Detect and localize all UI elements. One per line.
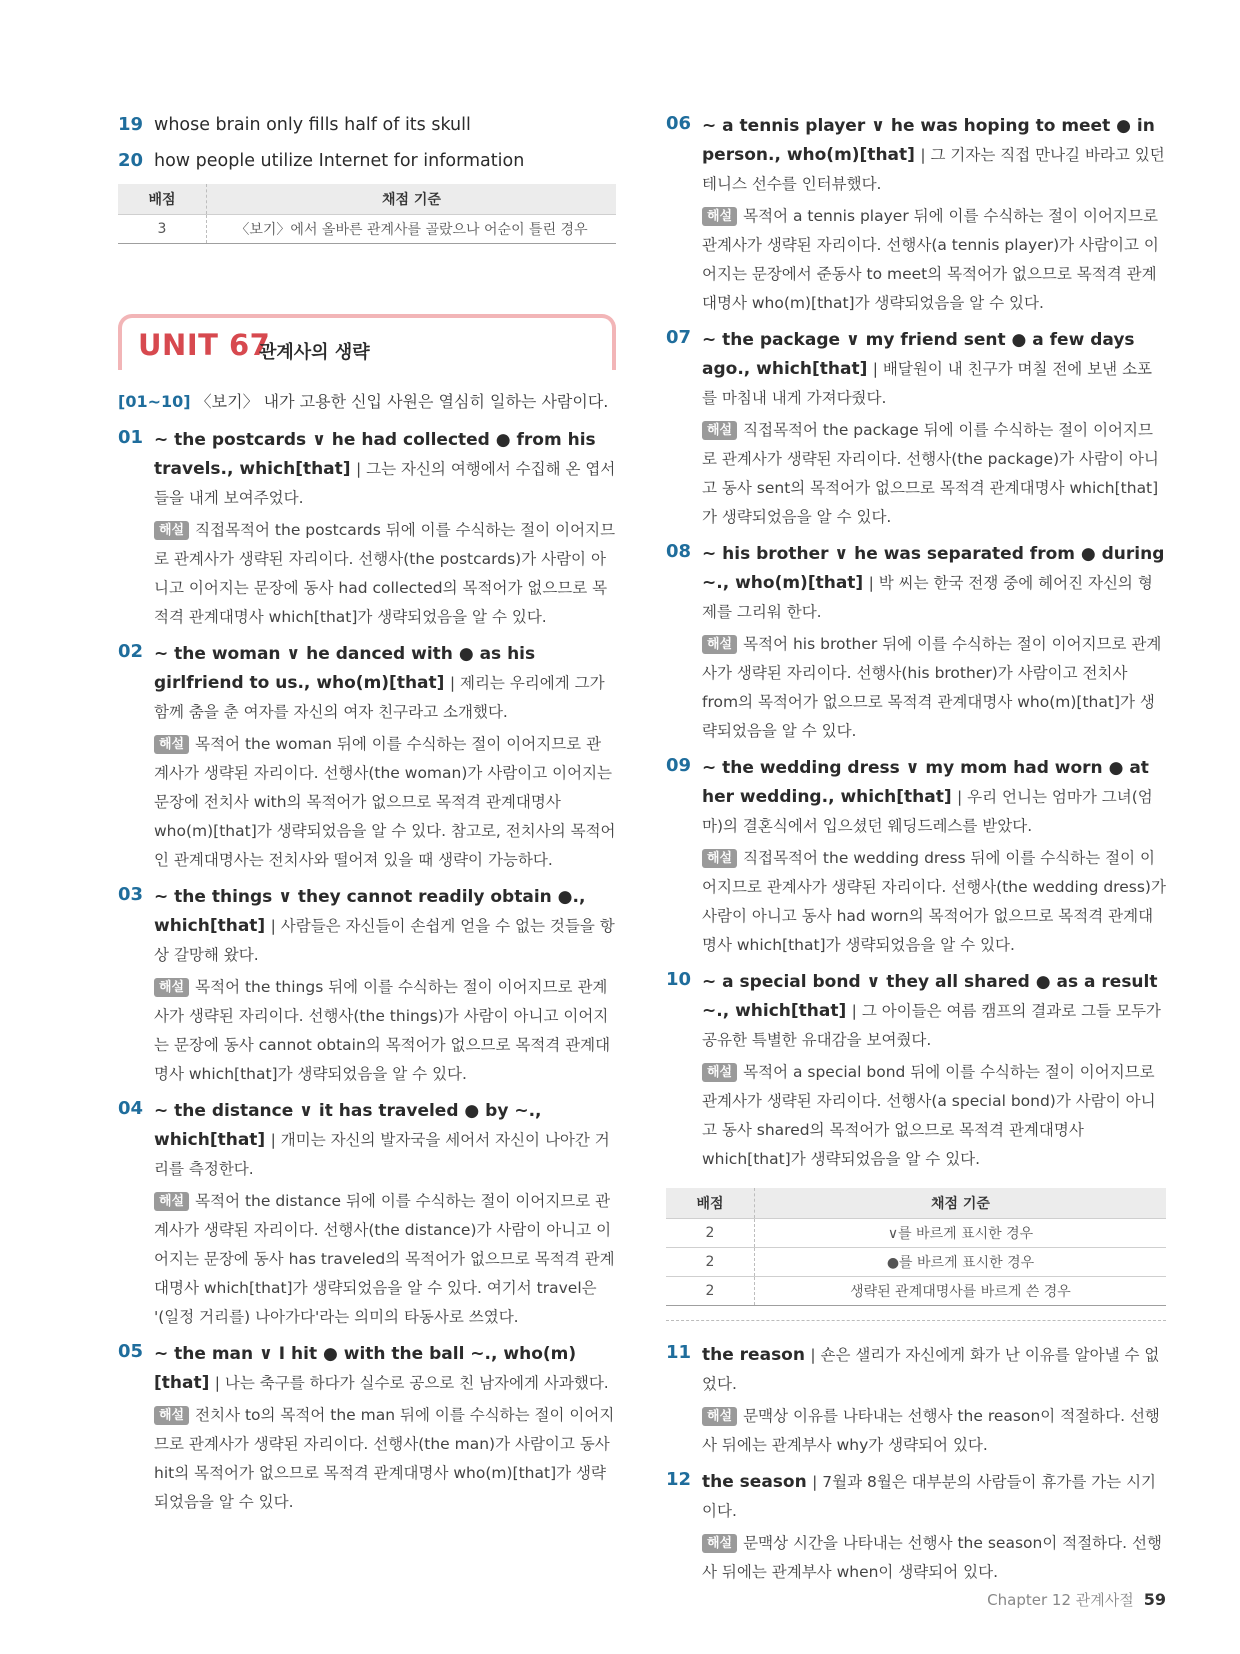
unit-header bbox=[118, 314, 616, 370]
explanation-tag: 해설 bbox=[154, 1192, 189, 1211]
explanation-tag: 해설 bbox=[702, 207, 737, 226]
answer-item: 19 whose brain only fills half of its skull bbox=[118, 114, 471, 135]
unit-subtitle: 관계사의 생략 bbox=[259, 342, 370, 363]
answer-item: 08 ~ his brother ∨ he was separated from ● during ~., who(m)[that] | 박 씨는 한국 전쟁 중에 헤어진 자신의 형제를 그리워 한다. 해설 목적어 his brother 뒤에 이를 수식하는 절이 이어지므로 관계사가 생략된 자리이다. 선행사(his brother)가 사람이고 전치사 from의 목적어가 없으므로 목적격 관계대명사 who(m)[that]가 생략되었음을 알 수 있다. bbox=[666, 541, 1165, 740]
table-row: 2 ●를 바르게 표시한 경우 bbox=[666, 1248, 1166, 1277]
section-intro: [01~10] 〈보기〉 내가 고용한 신입 사원은 열심히 일하는 사람이다. bbox=[118, 392, 609, 411]
scoring-table bbox=[118, 184, 616, 244]
explanation-tag: 해설 bbox=[702, 1407, 737, 1426]
table-header: 채점 기준 bbox=[207, 184, 617, 215]
table-header: 채점 기준 bbox=[755, 1188, 1167, 1219]
right-column bbox=[666, 112, 1166, 1595]
explanation-tag: 해설 bbox=[702, 1534, 737, 1553]
explanation-tag: 해설 bbox=[154, 735, 189, 754]
answer-item: 01 ~ the postcards ∨ he had collected ● from his travels., which[that] | 그는 자신의 여행에서 수집해 온 엽서들을 내게 보여주었다. 해설 직접목적어 the postcards 뒤에 이를 수식하는 절이 이어지므로 관계사가 생략된 자리이다. 선행사(the postcards)가 사람이 아니고 이어지는 문장에 동사 had collected의 목적어가 없으므로 목적격 관계대명사 which[that]가 생략되었음을 알 수 있다. bbox=[118, 427, 616, 626]
answer-item: 05 ~ the man ∨ I hit ● with the ball ~., who(m)[that] | 나는 축구를 하다가 실수로 공으로 친 남자에게 사과했다. 해설 전치사 to의 목적어 the man 뒤에 이를 수식하는 절이 이어지므로 관계사가 생략된 자리이다. 선행사(the man)가 사람이고 동사 hit의 목적어가 없으므로 목적격 관계대명사 who(m)[that]가 생략되었음을 알 수 있다. bbox=[118, 1341, 615, 1511]
explanation-tag: 해설 bbox=[154, 1406, 189, 1425]
table-row: 2 생략된 관계대명사를 바르게 쓴 경우 bbox=[666, 1277, 1166, 1306]
explanation-tag: 해설 bbox=[702, 421, 737, 440]
table-row: 2 ∨를 바르게 표시한 경우 bbox=[666, 1219, 1166, 1248]
answer-item: 09 ~ the wedding dress ∨ my mom had worn ● at her wedding., which[that] | 우리 언니는 엄마가 그녀(엄마)의 결혼식에서 입으셨던 웨딩드레스를 받았다. 해설 직접목적어 the wedding dress 뒤에 이를 수식하는 절이 이어지므로 관계사가 생략된 자리이다. 선행사(the wedding dress)가 사람이 아니고 동사 had worn의 목적어가 없으므로 목적격 관계대명사 which[that]가 생략되었음을 알 수 있다. bbox=[666, 755, 1166, 954]
answer-item: 04 ~ the distance ∨ it has traveled ● by ~., which[that] | 개미는 자신의 발자국을 세어서 자신이 나아간 거리를 측정한다. 해설 목적어 the distance 뒤에 이를 수식하는 절이 이어지므로 관계사가 생략된 자리이다. 선행사(the distance)가 사람이 아니고 이어지는 문장에 동사 has traveled의 목적어가 없으므로 목적격 관계대명사 which[that]가 생략되었음을 알 수 있다. 여기서 travel은 '(일정 거리를) 나아가다'라는 의미의 타동사로 쓰였다. bbox=[118, 1098, 615, 1326]
chapter-label: Chapter 12 관계사절 bbox=[987, 1591, 1134, 1609]
page-number: 59 bbox=[1143, 1590, 1166, 1609]
table-header: 배점 bbox=[118, 184, 207, 215]
scoring-table bbox=[666, 1188, 1166, 1306]
table-row: 3 〈보기〉에서 올바른 관계사를 골랐으나 어순이 틀린 경우 bbox=[118, 215, 616, 244]
page-footer bbox=[987, 1589, 1166, 1610]
explanation-tag: 해설 bbox=[702, 849, 737, 868]
table-header: 배점 bbox=[666, 1188, 755, 1219]
answer-item: 03 ~ the things ∨ they cannot readily obtain ●., which[that] | 사람들은 자신들이 손쉽게 얻을 수 없는 것들을 항상 갈망해 왔다. 해설 목적어 the things 뒤에 이를 수식하는 절이 이어지므로 관계사가 생략된 자리이다. 선행사(the things)가 사람이 아니고 이어지는 문장에 동사 cannot obtain의 목적어가 없으므로 목적격 관계대명사 which[that]가 생략되었음을 알 수 있다. bbox=[118, 884, 615, 1083]
answer-item: 20 how people utilize Internet for information bbox=[118, 150, 525, 171]
divider bbox=[666, 1320, 1166, 1321]
answer-item: 02 ~ the woman ∨ he danced with ● as his girlfriend to us., who(m)[that] | 제리는 우리에게 그가 함께 춤을 춘 여자를 자신의 여자 친구라고 소개했다. 해설 목적어 the woman 뒤에 이를 수식하는 절이 이어지므로 관계사가 생략된 자리이다. 선행사(the woman)가 사람이고 이어지는 문장에 전치사 with의 목적어가 없으므로 목적격 관계대명사 who(m)[that]가 생략되었음을 알 수 있다. 참고로, 전치사의 목적어인 관계대명사는 전치사와 떨어져 있을 때 생략이 가능하다. bbox=[118, 641, 616, 869]
answer-item: 07 ~ the package ∨ my friend sent ● a few days ago., which[that] | 배달원이 내 친구가 며칠 전에 보낸 소포를 마침내 내게 가져다줬다. 해설 직접목적어 the package 뒤에 이를 수식하는 절이 이어지므로 관계사가 생략된 자리이다. 선행사(the package)가 사람이 아니고 동사 sent의 목적어가 없으므로 목적격 관계대명사 which[that]가 생략되었음을 알 수 있다. bbox=[666, 327, 1159, 526]
answer-item: 10 ~ a special bond ∨ they all shared ● as a result ~., which[that] | 그 아이들은 여름 캠프의 결과로 그들 모두가 공유한 특별한 유대감을 보여줬다. 해설 목적어 a special bond 뒤에 이를 수식하는 절이 이어지므로 관계사가 생략된 자리이다. 선행사(a special bond)가 사람이 아니고 동사 shared의 목적어가 없으므로 목적격 관계대명사 which[that]가 생략되었음을 알 수 있다. bbox=[666, 969, 1161, 1168]
explanation-tag: 해설 bbox=[154, 521, 189, 540]
answer-item: 06 ~ a tennis player ∨ he was hoping to meet ● in person., who(m)[that] | 그 기자는 직접 만나길 바라고 있던 테니스 선수를 인터뷰했다. 해설 목적어 a tennis player 뒤에 이를 수식하는 절이 이어지므로 관계사가 생략된 자리이다. 선행사(a tennis player)가 사람이고 이어지는 문장에서 준동사 to meet의 목적어가 없으므로 목적격 관계대명사 who(m)[that]가 생략되었음을 알 수 있다. bbox=[666, 113, 1165, 312]
explanation-tag: 해설 bbox=[154, 978, 189, 997]
answer-item: 12 the season | 7월과 8월은 대부분의 사람들이 휴가를 가는 시기이다. 해설 문맥상 시간을 나타내는 선행사 the season이 적절하다. 선행사 뒤에는 관계부사 when이 생략되어 있다. bbox=[666, 1469, 1162, 1581]
unit-title: UNIT 67 bbox=[138, 328, 271, 362]
answer-item: 11 the reason | 숀은 샐리가 자신에게 화가 난 이유를 알아낼 수 없었다. 해설 문맥상 이유를 나타내는 선행사 the reason이 적절하다. 선행사 뒤에는 관계부사 why가 생략되어 있다. bbox=[666, 1342, 1160, 1454]
explanation-tag: 해설 bbox=[702, 635, 737, 654]
explanation-tag: 해설 bbox=[702, 1063, 737, 1082]
left-column bbox=[118, 112, 616, 1525]
